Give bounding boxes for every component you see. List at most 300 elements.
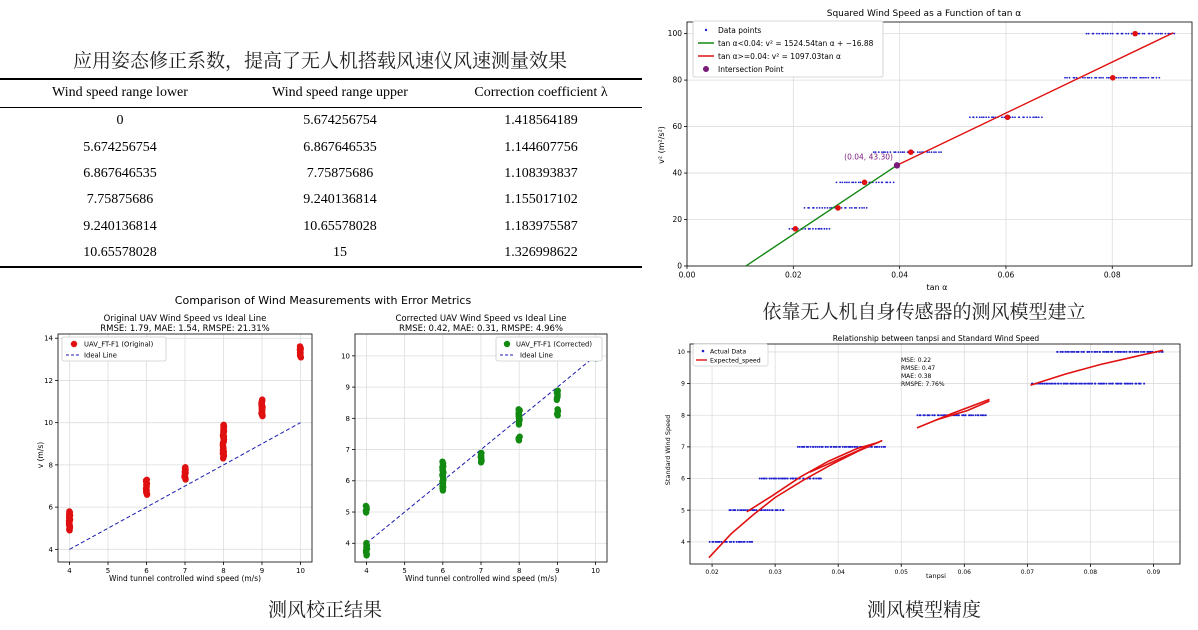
data-point (1156, 77, 1158, 79)
data-point (1108, 351, 1110, 353)
fit-line-low (746, 165, 897, 266)
data-point (1118, 77, 1120, 79)
data-point (1034, 116, 1036, 118)
data-point (1137, 351, 1139, 353)
data-point (1098, 77, 1100, 79)
data-point (1157, 33, 1159, 35)
data-point (804, 207, 806, 209)
metrics-annotation (901, 357, 945, 388)
data-point (1080, 351, 1082, 353)
data-point (767, 509, 769, 511)
data-point (889, 181, 891, 183)
data-point (1106, 77, 1108, 79)
expected-speed-curve (709, 441, 882, 558)
legend-label-intersection: Intersection Point (718, 65, 784, 74)
x-tick-label: 0.07 (1020, 569, 1035, 576)
data-point (1088, 77, 1090, 79)
data-point (855, 207, 857, 209)
data-point (1081, 383, 1083, 385)
data-point (1095, 351, 1097, 353)
data-point (812, 228, 814, 230)
data-point (1038, 116, 1040, 118)
data-point (554, 406, 560, 412)
data-point (1140, 351, 1142, 353)
data-point (935, 151, 937, 153)
data-point (875, 181, 877, 183)
x-tick-label: 9 (555, 567, 560, 575)
y-tick-label: 6 (681, 475, 685, 483)
data-point (938, 414, 940, 416)
data-point (779, 509, 781, 511)
data-point (737, 509, 739, 511)
mean-point (1110, 75, 1116, 81)
data-point (881, 181, 883, 183)
data-point (1134, 77, 1136, 79)
data-point (1144, 33, 1146, 35)
data-point (983, 116, 985, 118)
table-cell: 10.65578028 (303, 218, 377, 234)
data-point (839, 446, 841, 448)
data-point (730, 541, 732, 543)
data-point (822, 446, 824, 448)
data-point (1173, 33, 1175, 35)
x-tick-label: 7 (478, 567, 484, 575)
data-point (836, 181, 838, 183)
data-point (940, 414, 942, 416)
data-point (1048, 383, 1050, 385)
data-point (1060, 383, 1062, 385)
data-point (779, 478, 781, 480)
x-tick-label: 5 (402, 567, 407, 575)
data-point (1130, 383, 1132, 385)
metric-rmse: RMSE: 0.47 (901, 365, 936, 372)
data-point (797, 446, 799, 448)
y-tick-label: 100 (667, 29, 682, 39)
data-point (1147, 77, 1149, 79)
data-point (730, 509, 732, 511)
data-point (1041, 116, 1043, 118)
data-point (928, 151, 930, 153)
data-point (1143, 77, 1145, 79)
legend-marker-points (705, 29, 707, 31)
data-point (1145, 77, 1147, 79)
table-cell: 1.108393837 (504, 165, 578, 181)
header-lower: Wind speed range lower (0, 79, 240, 108)
data-point (1116, 77, 1118, 79)
data-point (816, 207, 818, 209)
data-point (958, 414, 960, 416)
axes-frame (690, 344, 1180, 564)
data-point (1058, 383, 1060, 385)
legend-label-actual: Actual Data (710, 348, 747, 356)
y-tick-label: 8 (48, 461, 53, 470)
data-point (900, 151, 902, 153)
data-point (764, 478, 766, 480)
data-point (1078, 383, 1080, 385)
data-point (985, 414, 987, 416)
data-point (1143, 351, 1145, 353)
data-point (1084, 77, 1086, 79)
y-tick-label: 4 (345, 539, 350, 548)
table-cell: 1.326998622 (440, 240, 642, 267)
data-point (746, 541, 748, 543)
data-point (829, 228, 831, 230)
right-legend (496, 337, 602, 361)
x-tick-label: 0.06 (997, 270, 1015, 280)
data-point (1069, 77, 1071, 79)
table-cell: 1.418564189 (504, 113, 578, 129)
data-point (841, 181, 843, 183)
data-point (1088, 351, 1090, 353)
data-point (815, 228, 817, 230)
data-point (1067, 383, 1069, 385)
data-point (819, 228, 821, 230)
expected-speed-curve (1031, 350, 1164, 385)
table-cell: 0 (116, 113, 124, 129)
fit-line-high (897, 33, 1173, 166)
data-point (1135, 77, 1137, 79)
data-point (1092, 33, 1094, 35)
table-cell: 6.867646535 (83, 165, 157, 181)
data-point (1124, 77, 1126, 79)
data-point (1078, 351, 1080, 353)
x-axis-label: tanpsi (926, 572, 946, 580)
y-tick-label: 12 (44, 376, 53, 385)
data-point (1152, 77, 1154, 79)
data-point (1073, 351, 1075, 353)
data-point (965, 414, 967, 416)
data-point (1042, 383, 1044, 385)
table-cell: 5.674256754 (83, 139, 157, 155)
data-point (917, 151, 919, 153)
metric-mae: MAE: 0.38 (901, 373, 932, 380)
y-tick-label: 5 (681, 507, 685, 515)
data-point (920, 414, 922, 416)
data-point (1131, 383, 1133, 385)
data-point (1110, 33, 1112, 35)
x-axis-label: tan α (926, 283, 948, 292)
data-point (1104, 351, 1106, 353)
legend (693, 21, 883, 77)
mean-point (862, 180, 868, 186)
data-point (1111, 351, 1113, 353)
data-point (1095, 77, 1097, 79)
data-point (1043, 383, 1045, 385)
data-point (846, 181, 848, 183)
data-point (799, 446, 801, 448)
data-point (895, 151, 897, 153)
data-point (182, 464, 188, 470)
data-point (809, 228, 811, 230)
metric-mse: MSE: 0.22 (901, 357, 932, 364)
legend-marker-original (71, 341, 77, 347)
y-tick-label: 7 (681, 443, 685, 451)
data-point (938, 151, 940, 153)
data-point (66, 508, 72, 514)
data-point (830, 446, 832, 448)
data-point (1018, 116, 1020, 118)
data-point (1023, 116, 1025, 118)
data-point (858, 181, 860, 183)
data-point (818, 446, 820, 448)
data-point (726, 541, 728, 543)
data-point (1085, 383, 1087, 385)
data-point (1105, 33, 1107, 35)
data-point (478, 450, 484, 456)
data-point (1134, 351, 1136, 353)
data-point (144, 477, 150, 483)
table-header-row (0, 79, 642, 108)
table-title: 应用姿态修正系数，提高了无人机搭载风速仪风速测量效果 (72, 50, 567, 72)
data-point (859, 207, 861, 209)
table-cell: 10.65578028 (0, 240, 240, 267)
data-point (1105, 383, 1107, 385)
legend-label-original: UAV_FT-F1 (Original) (84, 340, 154, 349)
data-point (736, 541, 738, 543)
table-cell: 1.155017102 (504, 192, 578, 208)
data-point (1014, 116, 1016, 118)
legend-label-corrected: UAV_FT-F1 (Corrected) (516, 340, 593, 349)
data-point (772, 509, 774, 511)
data-point (259, 396, 265, 402)
data-point (751, 541, 753, 543)
data-point (1149, 33, 1151, 35)
x-tick-label: 0.08 (1103, 270, 1121, 280)
data-point (820, 478, 822, 480)
data-point (1108, 77, 1110, 79)
data-point (788, 228, 790, 230)
x-tick-label: 0.02 (784, 270, 802, 280)
data-point (439, 458, 445, 464)
data-point (863, 207, 865, 209)
data-point (940, 151, 942, 153)
table-row (0, 134, 642, 160)
x-tick-label: 0.03 (768, 569, 782, 576)
data-point (1099, 351, 1101, 353)
data-point (1129, 351, 1131, 353)
data-point (712, 541, 714, 543)
legend-label-ideal: Ideal Line (84, 351, 117, 360)
data-point (1112, 383, 1114, 385)
data-point (1124, 351, 1126, 353)
original-plot-area (44, 334, 312, 575)
data-point (829, 207, 831, 209)
data-point (777, 509, 779, 511)
x-tick-label: 4 (364, 567, 369, 575)
header-upper: Wind speed range upper (240, 79, 440, 108)
data-point (517, 434, 523, 440)
data-point (1088, 33, 1090, 35)
y-tick-label: 5 (345, 508, 350, 517)
data-point (1117, 383, 1119, 385)
y-tick-label: 8 (345, 414, 350, 423)
legend-marker-intersection (703, 66, 709, 72)
right-x-axis-label: Wind tunnel controlled wind speed (m/s) (404, 574, 558, 583)
data-point (221, 422, 227, 428)
table-cell: 1.144607756 (504, 139, 578, 155)
data-point (768, 478, 770, 480)
left-chart-title: Original UAV Wind Speed vs Ideal Line (103, 314, 267, 324)
data-point (824, 228, 826, 230)
data-point (744, 541, 746, 543)
data-point (970, 414, 972, 416)
data-point (740, 541, 742, 543)
data-point (819, 207, 821, 209)
data-point (825, 446, 827, 448)
header-coefficient: Correction coefficient λ (440, 79, 642, 108)
data-point (1103, 383, 1105, 385)
data-point (1158, 77, 1160, 79)
data-point (782, 509, 784, 511)
table-row (0, 240, 642, 267)
data-point (979, 116, 981, 118)
mean-point (835, 205, 841, 211)
y-tick-label: 14 (44, 334, 53, 343)
legend-label-ideal: Ideal Line (520, 351, 553, 360)
data-point (976, 116, 978, 118)
y-tick-label: 80 (672, 75, 682, 85)
data-point (1036, 116, 1038, 118)
data-point (709, 541, 711, 543)
data-point (759, 478, 761, 480)
y-tick-label: 0 (677, 261, 682, 271)
data-point (766, 478, 768, 480)
data-point (826, 228, 828, 230)
legend-label-fit-low: tan α<0.04: v² = 1524.54tan α + −16.88 (718, 39, 874, 48)
data-point (1088, 383, 1090, 385)
x-tick-label: 9 (259, 567, 265, 575)
data-point (1091, 351, 1093, 353)
data-point (810, 446, 812, 448)
data-point (886, 181, 888, 183)
data-point (839, 181, 841, 183)
data-point (1091, 383, 1093, 385)
data-point (363, 503, 369, 509)
data-point (777, 478, 779, 480)
x-tick-label: 8 (516, 567, 522, 575)
data-point (884, 446, 886, 448)
caption-correction: 测风校正结果 (267, 599, 382, 621)
data-point (1120, 77, 1122, 79)
y-tick-label: 6 (48, 503, 53, 512)
data-point (1135, 383, 1137, 385)
right-chart-title: Corrected UAV Wind Speed vs Ideal Line (395, 314, 567, 324)
data-point (903, 151, 905, 153)
mean-point (1132, 31, 1138, 37)
data-point (1096, 33, 1098, 35)
data-point (860, 181, 862, 183)
data-point (1029, 116, 1031, 118)
y-tick-label: 9 (681, 380, 685, 388)
data-point (844, 181, 846, 183)
chart-title: Squared Wind Speed as a Function of tan α (826, 9, 1022, 19)
legend-marker-corrected (504, 341, 510, 347)
data-point (876, 446, 878, 448)
model-accuracy-chart (650, 330, 1198, 592)
y-tick-label: 10 (677, 349, 685, 357)
y-tick-label: 7 (345, 446, 350, 455)
legend-label-fit-high: tan α>=0.04: v² = 1097.03tan α (718, 52, 841, 61)
data-point (1087, 77, 1089, 79)
data-point (1165, 33, 1167, 35)
x-tick-label: 0.02 (705, 569, 719, 576)
metric-rmspe: RMSPE: 7.76% (901, 381, 945, 388)
data-point (881, 446, 883, 448)
caption-model: 依靠无人机自身传感器的测风模型建立 (762, 301, 1086, 323)
data-point (1112, 33, 1114, 35)
left-chart-metrics: RMSE: 1.79, MAE: 1.54, RMSPE: 21.31% (100, 324, 270, 334)
x-tick-label: 0.04 (891, 270, 908, 280)
table-cell: 9.240136814 (83, 218, 157, 234)
y-tick-label: 20 (672, 215, 682, 225)
data-point (841, 207, 843, 209)
comparison-charts (0, 290, 650, 590)
data-point (933, 151, 935, 153)
table-cell: 15 (240, 240, 440, 267)
data-point (769, 509, 771, 511)
data-point (1161, 33, 1163, 35)
data-point (1055, 383, 1057, 385)
table-cell: 1.183975587 (504, 218, 578, 234)
data-point (972, 414, 974, 416)
data-point (1096, 351, 1098, 353)
data-point (1094, 383, 1096, 385)
right-chart-metrics: RMSE: 0.42, MAE: 0.31, RMSPE: 4.96% (398, 324, 564, 334)
data-point (770, 478, 772, 480)
data-point (787, 478, 789, 480)
x-tick-label: 5 (105, 567, 111, 575)
data-point (754, 509, 756, 511)
x-tick-label: 4 (67, 567, 72, 575)
data-point (363, 540, 369, 546)
data-point (845, 446, 847, 448)
table-row (0, 108, 642, 135)
data-point (1066, 77, 1068, 79)
data-point (931, 151, 933, 153)
data-point (973, 116, 975, 118)
y-tick-label: 4 (681, 538, 685, 546)
x-tick-label: 0.08 (1083, 569, 1098, 576)
data-point (297, 343, 303, 349)
data-point (1032, 116, 1034, 118)
x-tick-label: 0.04 (831, 569, 845, 576)
data-point (981, 116, 983, 118)
data-point (1117, 33, 1119, 35)
data-point (1091, 77, 1093, 79)
x-tick-label: 6 (144, 567, 149, 575)
legend-marker-actual (702, 350, 705, 353)
data-point (1102, 33, 1104, 35)
data-point (1122, 33, 1124, 35)
data-point (812, 446, 814, 448)
data-point (761, 478, 763, 480)
x-tick-label: 0.06 (957, 569, 972, 576)
data-point (985, 116, 987, 118)
data-point (1128, 33, 1130, 35)
data-point (1012, 116, 1014, 118)
data-point (765, 509, 767, 511)
intersection-point (894, 162, 900, 168)
data-point (902, 151, 904, 153)
figure-title: Comparison of Wind Measurements with Error Metrics (174, 294, 472, 307)
data-point (1086, 33, 1088, 35)
data-point (1051, 383, 1053, 385)
data-point (515, 406, 521, 412)
data-point (878, 181, 880, 183)
data-point (861, 207, 863, 209)
table-cell: 7.75875686 (86, 192, 154, 208)
data-point (866, 207, 868, 209)
